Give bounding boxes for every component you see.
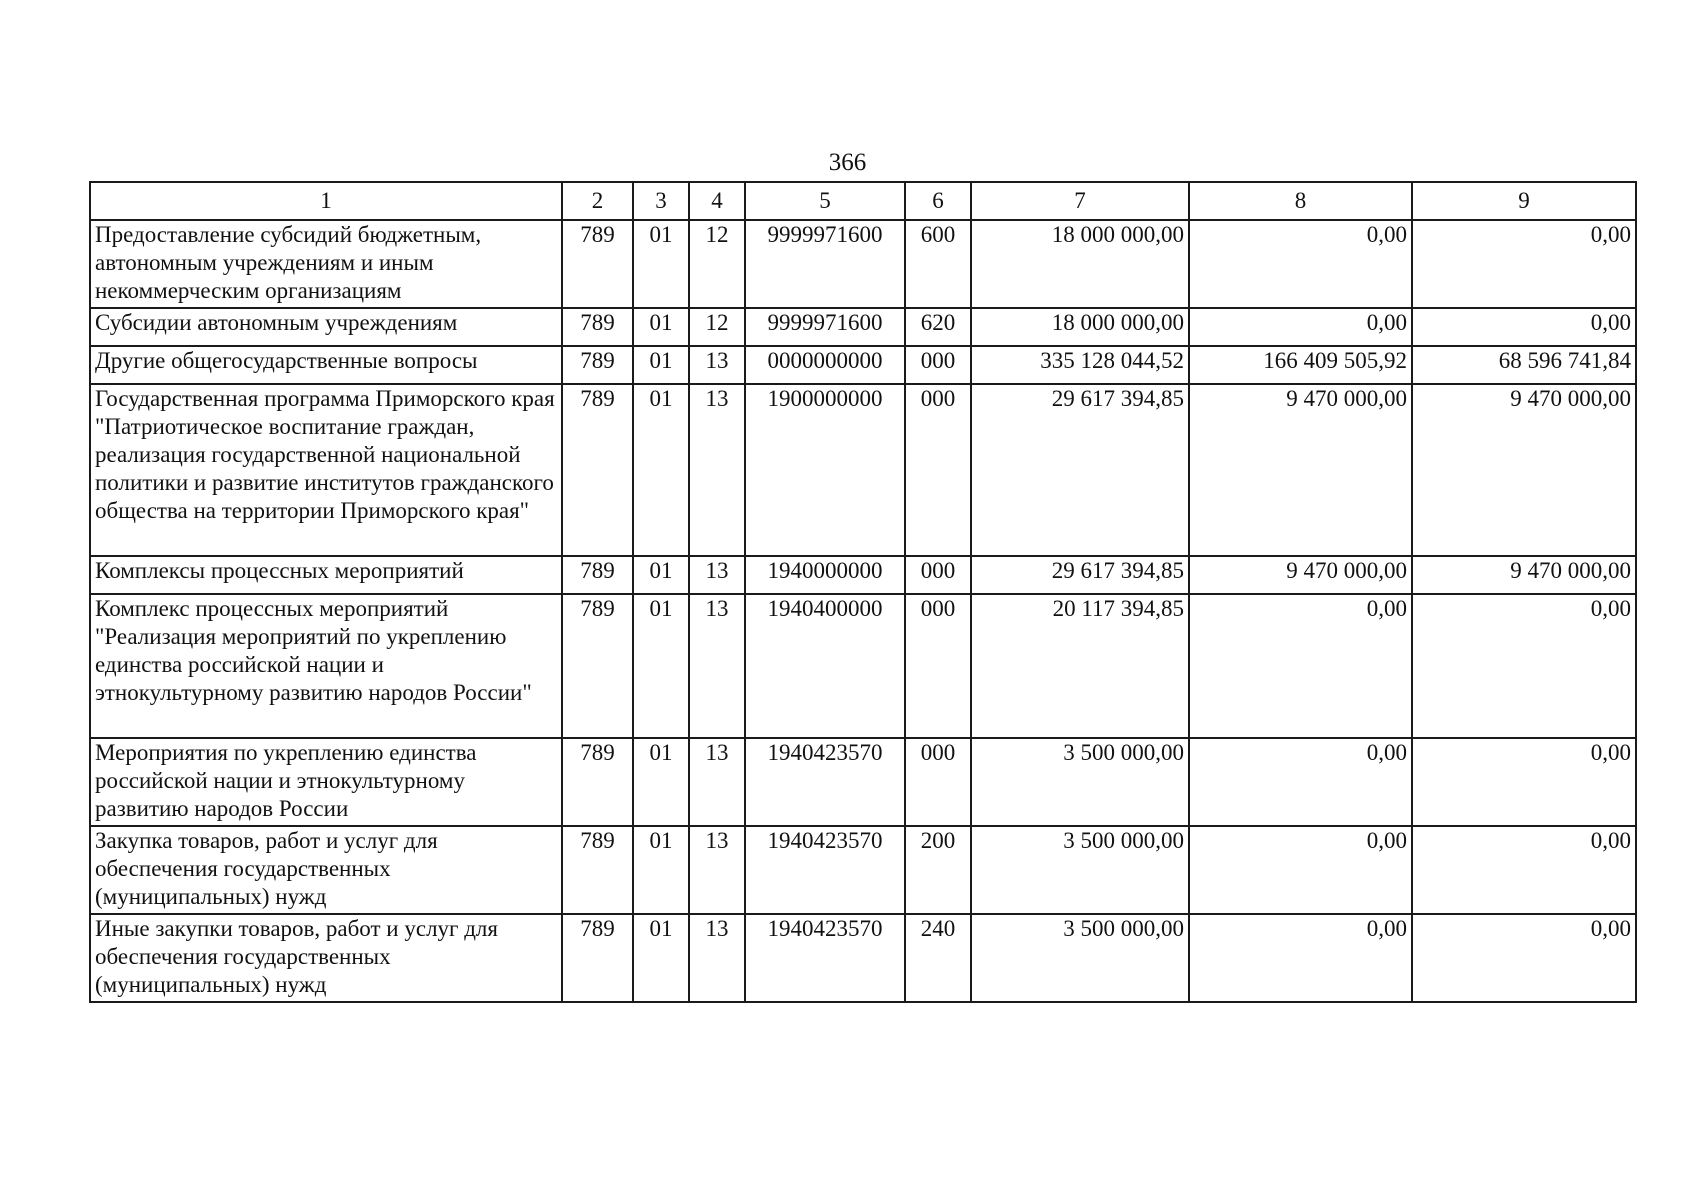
table-row: [90, 594, 1636, 738]
amount-cell: 3 500 000,00: [971, 914, 1189, 1002]
row-name: Субсидии автономным учреждениям: [90, 308, 562, 346]
code-cell: 789: [562, 826, 633, 914]
code-cell: 789: [562, 346, 633, 384]
amount-cell: 9 470 000,00: [1412, 384, 1636, 556]
amount-cell: 335 128 044,52: [971, 346, 1189, 384]
column-header: 6: [905, 182, 971, 220]
amount-cell: 0,00: [1189, 826, 1412, 914]
amount-cell: 0,00: [1189, 914, 1412, 1002]
amount-cell: 0,00: [1412, 826, 1636, 914]
amount-cell: 18 000 000,00: [971, 308, 1189, 346]
amount-cell: 9 470 000,00: [1412, 556, 1636, 594]
code-cell: 000: [905, 556, 971, 594]
code-cell: 000: [905, 384, 971, 556]
code-cell: 01: [633, 738, 689, 826]
amount-cell: 0,00: [1189, 308, 1412, 346]
column-header: 2: [562, 182, 633, 220]
code-cell: 9999971600: [745, 220, 905, 308]
table-row: [90, 826, 1636, 914]
code-cell: 1940400000: [745, 594, 905, 738]
code-cell: 789: [562, 384, 633, 556]
page-number: 366: [828, 149, 867, 176]
amount-cell: 0,00: [1189, 220, 1412, 308]
column-header: 3: [633, 182, 689, 220]
column-header: 4: [689, 182, 745, 220]
amount-cell: 0,00: [1412, 914, 1636, 1002]
code-cell: 789: [562, 594, 633, 738]
code-cell: 000: [905, 738, 971, 826]
code-cell: 13: [689, 346, 745, 384]
code-cell: 13: [689, 556, 745, 594]
code-cell: 789: [562, 220, 633, 308]
code-cell: 000: [905, 346, 971, 384]
code-cell: 13: [689, 594, 745, 738]
table-row: [90, 914, 1636, 1002]
code-cell: 13: [689, 738, 745, 826]
amount-cell: 68 596 741,84: [1412, 346, 1636, 384]
code-cell: 000: [905, 594, 971, 738]
column-header: 5: [745, 182, 905, 220]
amount-cell: 3 500 000,00: [971, 738, 1189, 826]
column-header: 9: [1412, 182, 1636, 220]
code-cell: 13: [689, 914, 745, 1002]
table-row: [90, 220, 1636, 308]
code-cell: 01: [633, 556, 689, 594]
amount-cell: 0,00: [1412, 308, 1636, 346]
row-name: Иные закупки товаров, работ и услуг для обеспечения государственных (муниципальных) нужд: [90, 914, 562, 1002]
budget-table: [89, 181, 1637, 1003]
amount-cell: 0,00: [1412, 220, 1636, 308]
code-cell: 600: [905, 220, 971, 308]
column-header: 7: [971, 182, 1189, 220]
code-cell: 0000000000: [745, 346, 905, 384]
code-cell: 1940423570: [745, 738, 905, 826]
header-row: [90, 182, 1636, 220]
amount-cell: 29 617 394,85: [971, 384, 1189, 556]
table-row: [90, 556, 1636, 594]
amount-cell: 20 117 394,85: [971, 594, 1189, 738]
table-row: [90, 308, 1636, 346]
column-header: 1: [90, 182, 562, 220]
code-cell: 01: [633, 308, 689, 346]
amount-cell: 0,00: [1189, 738, 1412, 826]
code-cell: 01: [633, 914, 689, 1002]
code-cell: 1940423570: [745, 826, 905, 914]
row-name: Закупка товаров, работ и услуг для обеспечения государственных (муниципальных) нужд: [90, 826, 562, 914]
code-cell: 200: [905, 826, 971, 914]
code-cell: 12: [689, 308, 745, 346]
amount-cell: 29 617 394,85: [971, 556, 1189, 594]
row-name: Комплексы процессных мероприятий: [90, 556, 562, 594]
code-cell: 9999971600: [745, 308, 905, 346]
amount-cell: 9 470 000,00: [1189, 556, 1412, 594]
table-row: [90, 346, 1636, 384]
code-cell: 01: [633, 384, 689, 556]
row-name: Государственная программа Приморского края "Патриотическое воспитание граждан, реализация государственной национальной политики и развитие институтов гражданского общества на территории Приморского края": [90, 384, 562, 556]
amount-cell: 0,00: [1412, 738, 1636, 826]
row-name: Мероприятия по укреплению единства российской нации и этнокультурному развитию народов России: [90, 738, 562, 826]
table-row: [90, 384, 1636, 556]
amount-cell: 18 000 000,00: [971, 220, 1189, 308]
code-cell: 789: [562, 914, 633, 1002]
amount-cell: 166 409 505,92: [1189, 346, 1412, 384]
amount-cell: 9 470 000,00: [1189, 384, 1412, 556]
amount-cell: 0,00: [1189, 594, 1412, 738]
code-cell: 01: [633, 826, 689, 914]
code-cell: 1900000000: [745, 384, 905, 556]
row-name: Другие общегосударственные вопросы: [90, 346, 562, 384]
row-name: Комплекс процессных мероприятий "Реализация мероприятий по укреплению единства российской нации и этнокультурному развитию народов России": [90, 594, 562, 738]
amount-cell: 3 500 000,00: [971, 826, 1189, 914]
code-cell: 1940423570: [745, 914, 905, 1002]
code-cell: 240: [905, 914, 971, 1002]
code-cell: 01: [633, 220, 689, 308]
code-cell: 01: [633, 594, 689, 738]
code-cell: 13: [689, 384, 745, 556]
code-cell: 01: [633, 346, 689, 384]
code-cell: 789: [562, 308, 633, 346]
column-header: 8: [1189, 182, 1412, 220]
code-cell: 12: [689, 220, 745, 308]
table-row: [90, 738, 1636, 826]
row-name: Предоставление субсидий бюджетным, автономным учреждениям и иным некоммерческим организациям: [90, 220, 562, 308]
code-cell: 620: [905, 308, 971, 346]
code-cell: 1940000000: [745, 556, 905, 594]
code-cell: 789: [562, 556, 633, 594]
amount-cell: 0,00: [1412, 594, 1636, 738]
code-cell: 13: [689, 826, 745, 914]
code-cell: 789: [562, 738, 633, 826]
